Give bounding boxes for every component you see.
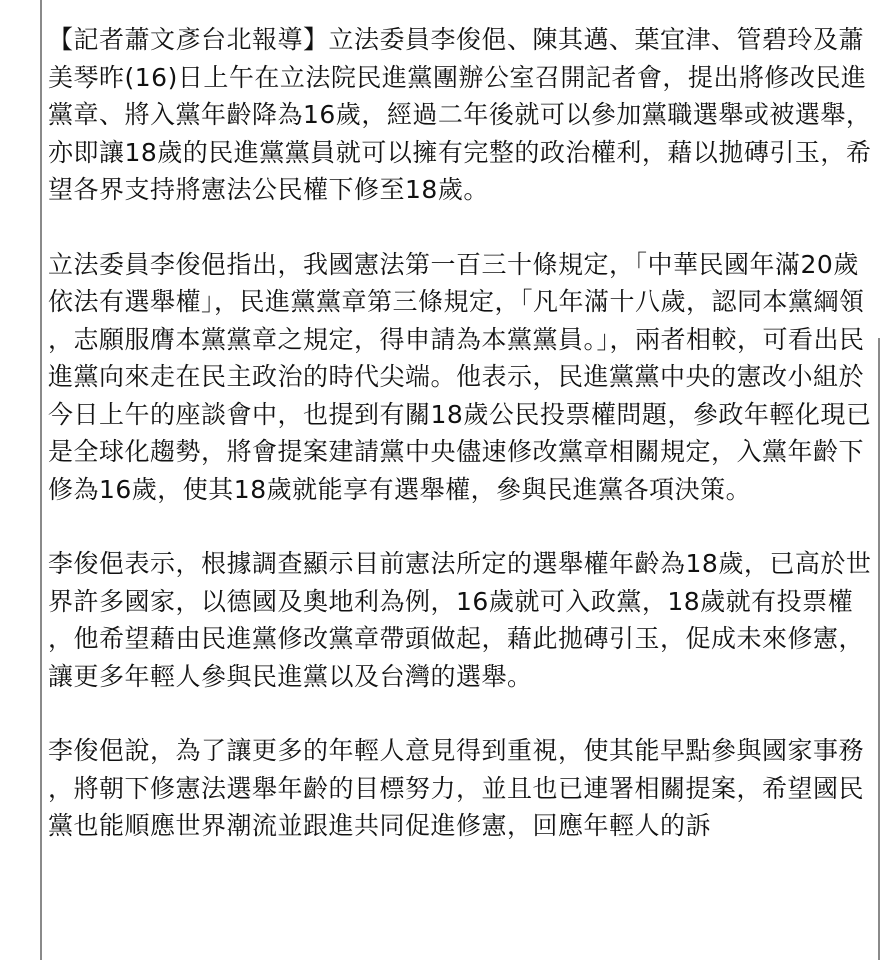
paragraph-constitution: 立法委員李俊俋指出，我國憲法第一百三十條規定，「中華民國年滿20歲依法有選舉權」，民進黨黨章第三條規定，「凡年滿十八歲，認同本黨綱領，志願服膺本黨黨章之規定，得申請為本黨黨員。」，兩者相較，可看出民進黨向來走在民主政治的時代尖端。他表示，民進黨黨中央的憲改小組於今日上午的座談會中，也提到有關18歲公民投票權問題，參政年輕化現已是全球化趨勢，將會提案建請黨中央儘速修改黨章相關規定，入黨年齡下修為16歲，使其18歲就能享有選舉權，參與民進黨各項決策。 (48, 249, 872, 504)
left-border-line (40, 0, 42, 960)
paragraph-youth-participation: 李俊俋說，為了讓更多的年輕人意見得到重視，使其能早點參與國家事務，將朝下修憲法選舉年齡的目標努力，並且也已連署相關提案，希望國民黨也能順應世界潮流並跟進共同促進修憲，回應年輕人的訴 (48, 736, 865, 840)
right-border-line (878, 338, 880, 960)
paragraph-lead: 【記者蕭文彥台北報導】立法委員李俊俋、陳其邁、葉宜津、管碧玲及蕭美琴昨(16)日上午在立法院民進黨團辦公室召開記者會，提出將修改民進黨章、將入黨年齡降為16歲，經過二年後就可以參加黨職選舉或被選舉，亦即讓18歲的民進黨黨員就可以擁有完整的政治權利，藉以拋磚引玉，希望各界支持將憲法公民權下修至18歲。 (48, 25, 872, 204)
paragraph-voting-age: 李俊俋表示，根據調查顯示目前憲法所定的選舉權年齡為18歲，已高於世界許多國家，以德國及奧地利為例，16歲就可入政黨，18歲就有投票權，他希望藉由民進黨修改黨章帶頭做起，藉此拋磚引玉，促成未來修憲，讓更多年輕人參與民進黨以及台灣的選舉。 (48, 549, 872, 691)
article-body (48, 21, 874, 882)
